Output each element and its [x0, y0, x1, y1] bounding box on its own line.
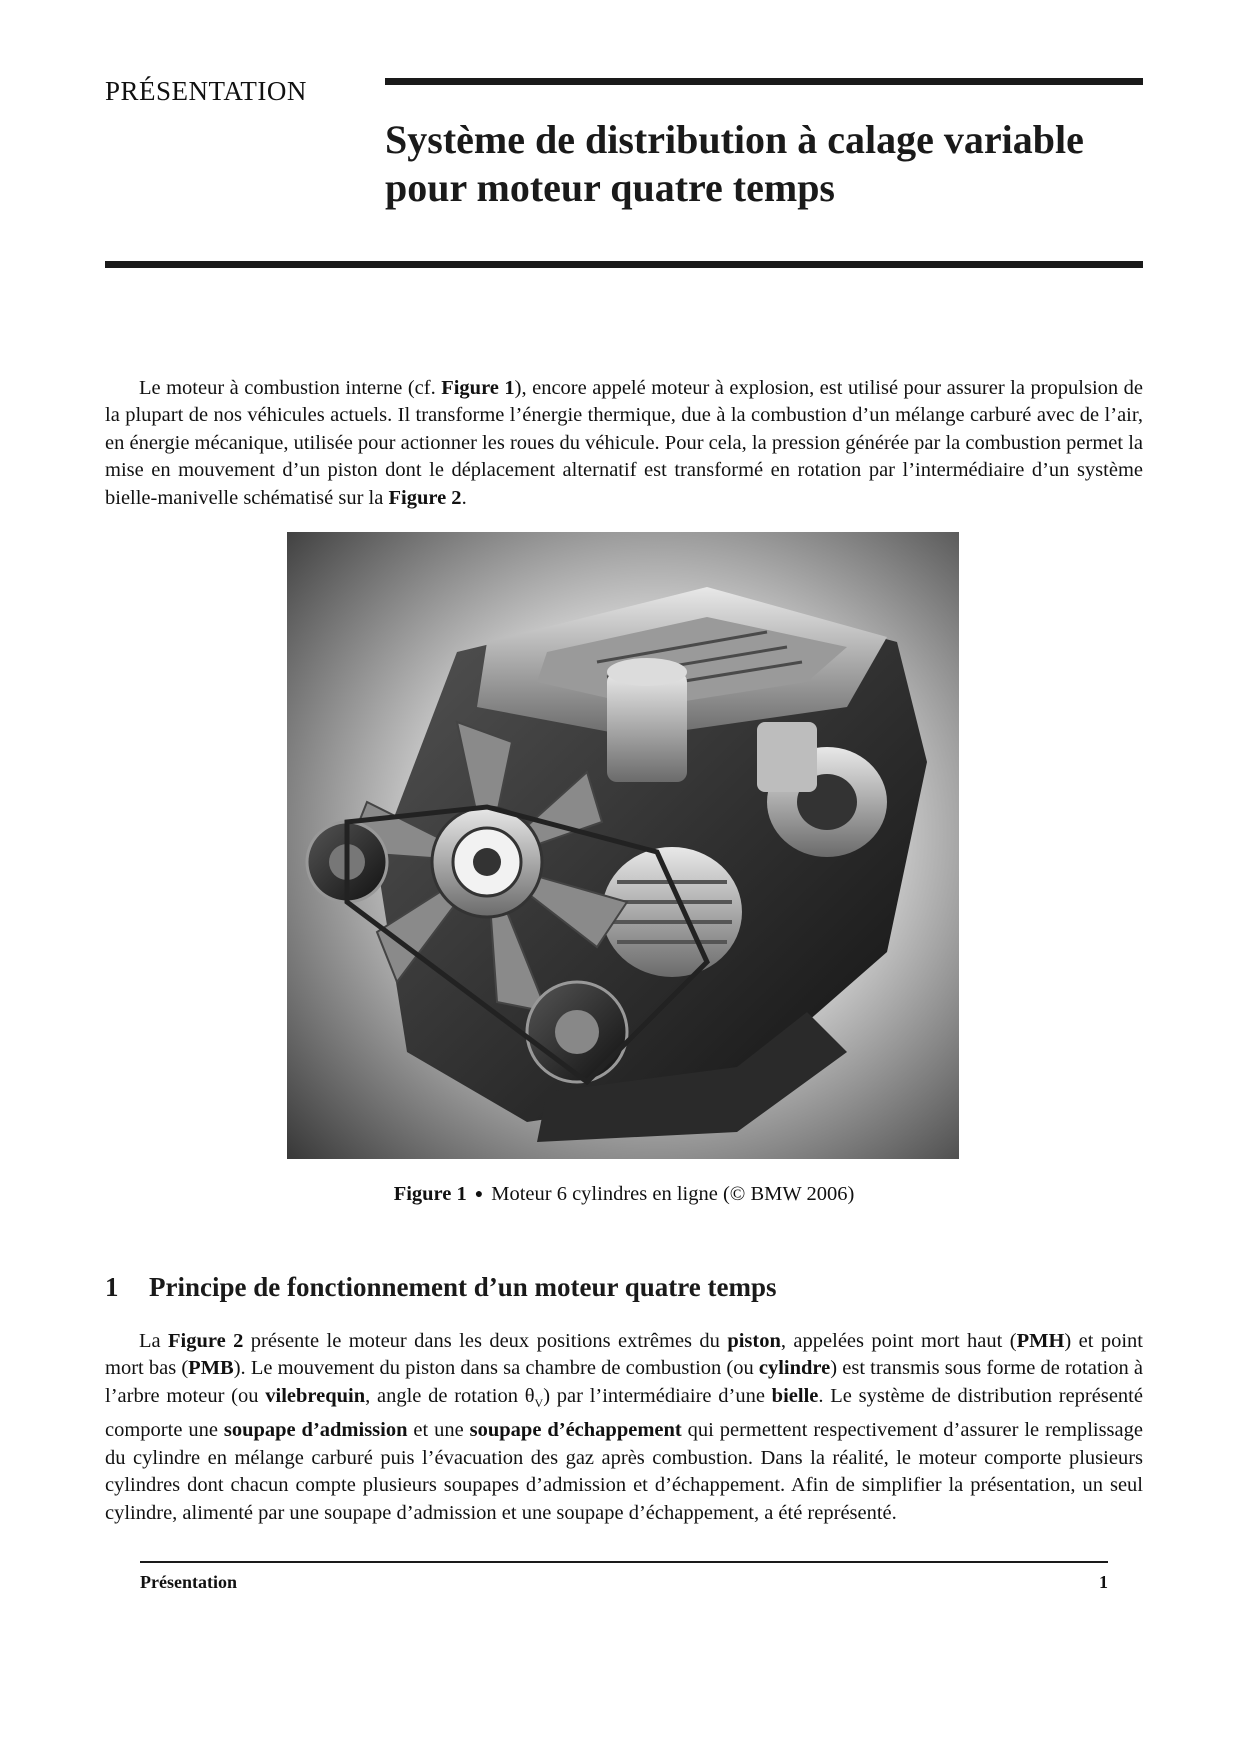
s1-term-cylindre: cylindre [758, 1357, 831, 1380]
s1-text: ). Le mouvement du piston dans sa chambre de combustion (ou [233, 1357, 759, 1380]
figure-1-caption [105, 1183, 1143, 1206]
intro-text-1: Le moteur à combustion interne (cf. [139, 377, 442, 399]
intro-paragraph [105, 375, 1143, 512]
page-number: 1 [1099, 1572, 1108, 1592]
s1-term-pmh: PMH [1016, 1330, 1065, 1352]
figure-1-label: Figure 1 [393, 1183, 467, 1205]
figure-1-reference: Figure 1 [441, 377, 515, 399]
s1-text: ) et point mort bas ( [105, 1330, 1143, 1380]
section-1-title: Principe de fonctionnement d’un moteur quatre temps [149, 1272, 777, 1302]
intro-text-3: . [461, 486, 467, 509]
s1-subscript-v: V [534, 1395, 544, 1410]
s1-text: et une [407, 1419, 470, 1442]
s1-term-piston: piston [727, 1330, 781, 1352]
figure-1-caption-text: Moteur 6 cylindres en ligne (© BMW 2006) [491, 1183, 855, 1205]
s1-text: ) par l’intermédiaire d’une [543, 1384, 772, 1407]
bullet-icon: ● [474, 1187, 484, 1202]
page-title [385, 116, 1145, 212]
s1-term-soupape-echappement: soupape d’échappement [469, 1419, 682, 1442]
header-rule-top [385, 78, 1143, 85]
s1-text: ) est transmis sous forme de rotation à l’arbre moteur (ou [105, 1357, 1143, 1407]
s1-term-soupape-admission: soupape d’admission [223, 1419, 408, 1442]
section-1-number: 1 [105, 1272, 119, 1302]
intro-text-2: ), encore appelé moteur à explosion, est utilisé pour assurer la propulsion de la plupart de nos véhicules actuels. Il transforme l’énergie thermique, due à la combustion d’un mélange carburé avec de l’air, en énergie mécanique, utilisée pour actionner les roues du véhicule. Pour cela, la pression générée par la combustion permet la mise en mouvement d’un piston dont le déplacement alternatif est transformé en rotation par l’intermédiaire d’un système bielle-manivelle schématisé sur la [105, 377, 1143, 509]
s1-text: . Le système de distribution représenté comporte une [105, 1384, 1143, 1442]
s1-text: La [139, 1330, 169, 1352]
header-rule-bottom [105, 261, 1143, 268]
s1-term-bielle: bielle [771, 1384, 819, 1407]
section-1-heading [105, 1272, 776, 1303]
footer-section-label: Présentation [140, 1572, 237, 1592]
engine-illustration [287, 532, 959, 1159]
title-line-1: Système de distribution à calage variable [385, 117, 1084, 162]
section-1-paragraph [105, 1328, 1143, 1527]
s1-text: présente le moteur dans les deux positions extrêmes du [243, 1330, 728, 1352]
title-line-2: pour moteur quatre temps [385, 165, 835, 210]
s1-figure-2-ref: Figure 2 [168, 1330, 244, 1352]
engine-photo [287, 532, 959, 1159]
s1-term-vilebrequin: vilebrequin [265, 1384, 366, 1407]
s1-text: qui permettent respectivement d’assurer le remplissage du cylindre en mélange carburé puis l’évacuation des gaz après combustion. Dans la réalité, le moteur comporte plusieurs cylindres dont chacun compte plusieurs soupapes d’admission et d’échappement. Afin de simplifier la présentation, un seul cylindre, alimenté par une soupape d’admission et une soupape d’échappement, a été représenté. [105, 1419, 1143, 1524]
s1-term-pmb: PMB [188, 1357, 234, 1380]
s1-text: , angle de rotation θ [365, 1384, 535, 1407]
figure-2-reference: Figure 2 [388, 486, 462, 509]
section-label: PRÉSENTATION [105, 76, 307, 106]
s1-text: , appelées point mort haut ( [780, 1330, 1017, 1352]
footer-rule [140, 1561, 1108, 1563]
